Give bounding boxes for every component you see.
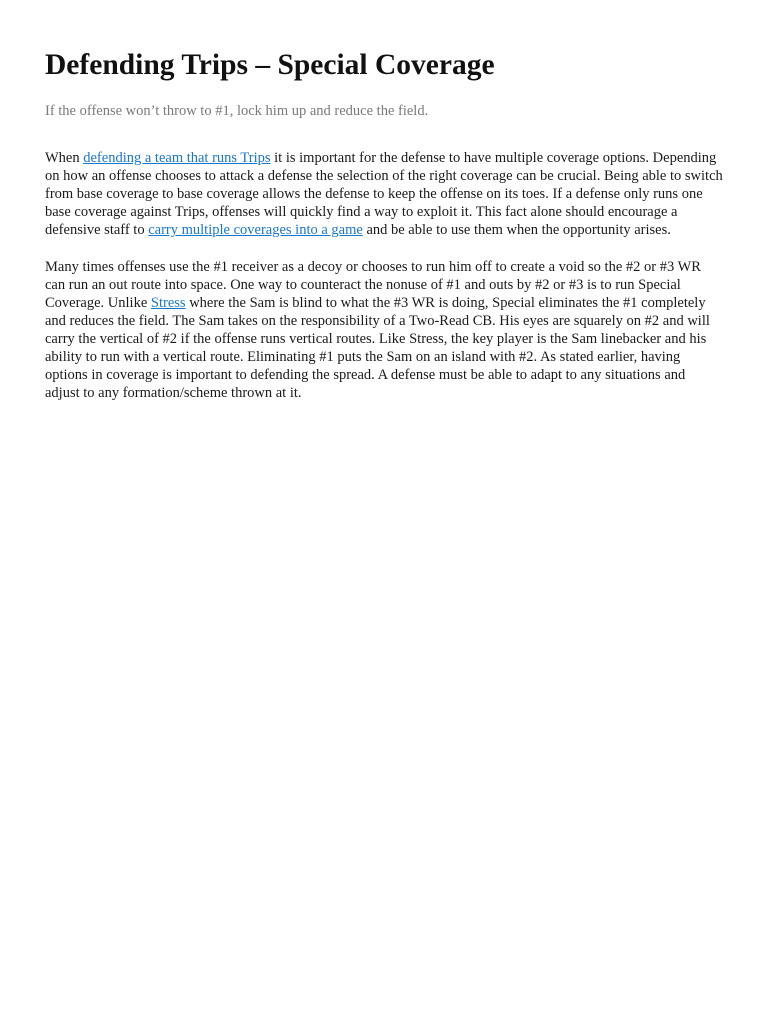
link-multiple-coverages[interactable]: carry multiple coverages into a game [148,222,363,238]
paragraph-1 [45,149,723,239]
paragraph-2 [45,258,723,402]
paragraph-1-text-3: and be able to use them when the opportunity arises. [362,222,671,238]
paragraph-2-text-2: where the Sam is blind to what the #3 WR is doing, Special eliminates the #1 completely and reduces the field. The Sam takes on the responsibility of a Two-Read CB. His eyes are squarely on #2 and will carry the vertical of #2 if the offense runs vertical routes. Like Stress, the key player is the Sam linebacker and his ability to run with a vertical route. Eliminating #1 puts the Sam on an island with #2. As stated earlier, having options in coverage is important to defending the spread. A defense must be able to adapt to any situations and adjust to any formation/scheme thrown at it. [45,295,710,401]
link-defending-trips[interactable]: defending a team that runs Trips [83,150,271,166]
paragraph-2-text-1: Many times offenses use the #1 receiver as a decoy or chooses to run him off to create a void so the #2 or #3 WR can run an out route into space. One way to counteract the nonuse of #1 and outs by #2 or #3 is to run Special Coverage. Unlike [45,259,701,311]
page-title: Defending Trips – Special Coverage [45,49,495,81]
article-subtitle: If the offense won’t throw to #1, lock him up and reduce the field. [45,103,429,119]
link-stress[interactable]: Stress [150,295,186,311]
article [45,46,723,421]
paragraph-1-text-2: it is important for the defense to have multiple coverage options. Depending on how an offense chooses to attack a defense the selection of the right coverage can be crucial. Being able to switch from base coverage to base coverage allows the defense to keep the offense on its toes. If a defense only runs one base coverage against Trips, offenses will quickly find a way to exploit it. This fact alone should encourage a defensive staff to [45,150,723,238]
paragraph-1-text-1: When [45,150,84,166]
